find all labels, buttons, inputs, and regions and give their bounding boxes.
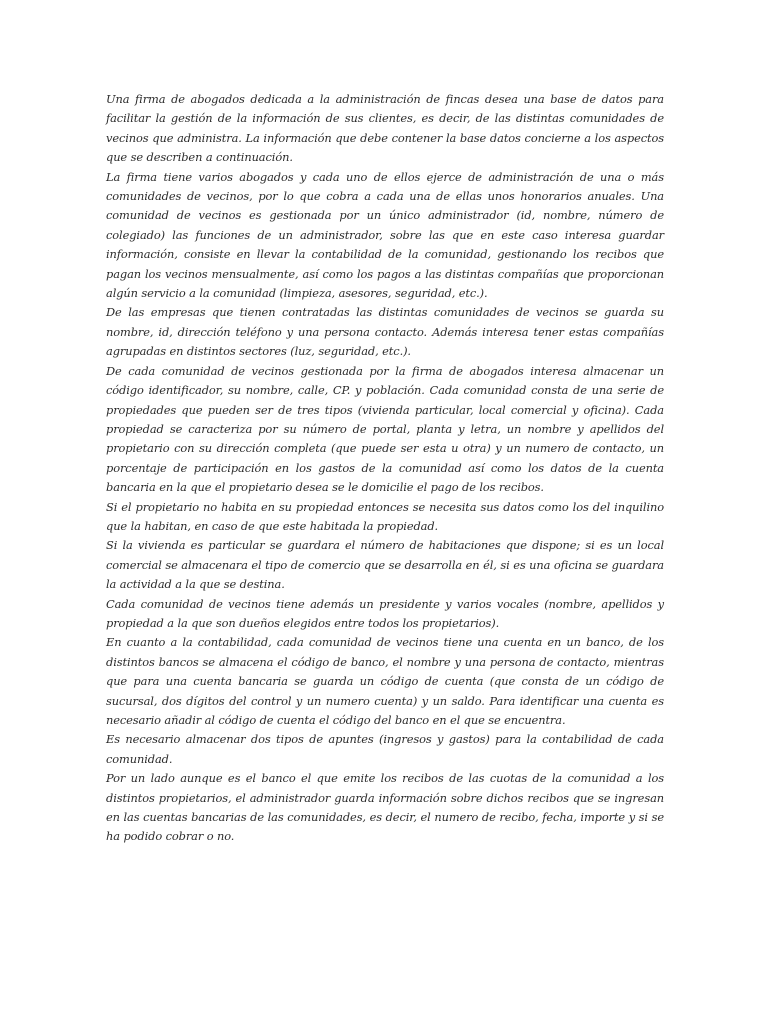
paragraph-president-vocals: Cada comunidad de vecinos tiene además un presidente y varios vocales (nombre, apellidos y propiedad a la que son dueños elegidos entre todos los propietarios).: [106, 596, 664, 630]
paragraph-property-types: Si la vivienda es particular se guardara el número de habitaciones que dispone; si es un local comercial se almacenara el tipo de comercio que se desarrolla en él, si es una oficina se guardara la actividad a la que se destina.: [106, 538, 664, 592]
paragraph-community-properties: De cada comunidad de vecinos gestionada por la firma de abogados interesa almacenar un código identificador, su nombre, calle, CP. y población. Cada comunidad consta de una serie de propiedades que pueden ser de tres tipos (vivienda particular, local comercial y oficina). Cada propiedad se caracteriza por su número de portal, planta y letra, un nombre y apellidos del propietario con su dirección completa (que puede ser esta u otra) y un numero de contacto, un porcentaje de participación en los gastos de la comunidad así como los datos de la cuenta bancaria en la que el propietario desea se le domicilie el pago de los recibos.: [106, 363, 664, 495]
paragraph-companies: De las empresas que tienen contratadas las distintas comunidades de vecinos se guarda su nombre, id, dirección teléfono y una persona contacto. Además interesa tener estas compañías agrupadas en distintos sectores (luz, seguridad, etc.).: [106, 305, 664, 359]
paragraph-receipts: Por un lado aunque es el banco el que emite los recibos de las cuotas de la comunidad a los distintos propietarios, el administrador guarda información sobre dichos recibos que se ingresan en las cuentas bancarias de las comunidades, es decir, el numero de recibo, fecha, importe y si se ha podido cobrar o no.: [106, 771, 664, 844]
paragraph-accounting-banks: En cuanto a la contabilidad, cada comunidad de vecinos tiene una cuenta en un banco, de los distintos bancos se almacena el código de banco, el nombre y una persona de contacto, mientras que para una cuenta bancaria se guarda un código de cuenta (que consta de un código de sucursal, dos dígitos del control y un numero cuenta) y un saldo. Para identificar una cuenta es necesario añadir al código de cuenta el código del banco en el que se encuentra.: [106, 635, 664, 727]
document-page: [106, 90, 664, 847]
paragraph-entries: Es necesario almacenar dos tipos de apuntes (ingresos y gastos) para la contabilidad de cada comunidad.: [106, 732, 664, 766]
paragraph-firm-lawyers: La firma tiene varios abogados y cada uno de ellos ejerce de administración de una o más comunidades de vecinos, por lo que cobra a cada una de ellas unos honorarios anuales. Una comunidad de vecinos es gestionada por un único administrador (id, nombre, número de colegiado) las funciones de un administrador, sobre las que en este caso interesa guardar información, consiste en llevar la contabilidad de la comunidad, gestionando los recibos que pagan los vecinos mensualmente, así como los pagos a las distintas compañías que proporcionan algún servicio a la comunidad (limpieza, asesores, seguridad, etc.).: [106, 169, 664, 301]
paragraph-intro: Una firma de abogados dedicada a la administración de fincas desea una base de datos para facilitar la gestión de la información de sus clientes, es decir, de las distintas comunidades de vecinos que administra. La información que debe contener la base datos concierne a los aspectos que se describen a continuación.: [106, 92, 664, 165]
paragraph-tenant: Si el propietario no habita en su propiedad entonces se necesita sus datos como los del inquilino que la habitan, en caso de que este habitada la propiedad.: [106, 499, 664, 533]
